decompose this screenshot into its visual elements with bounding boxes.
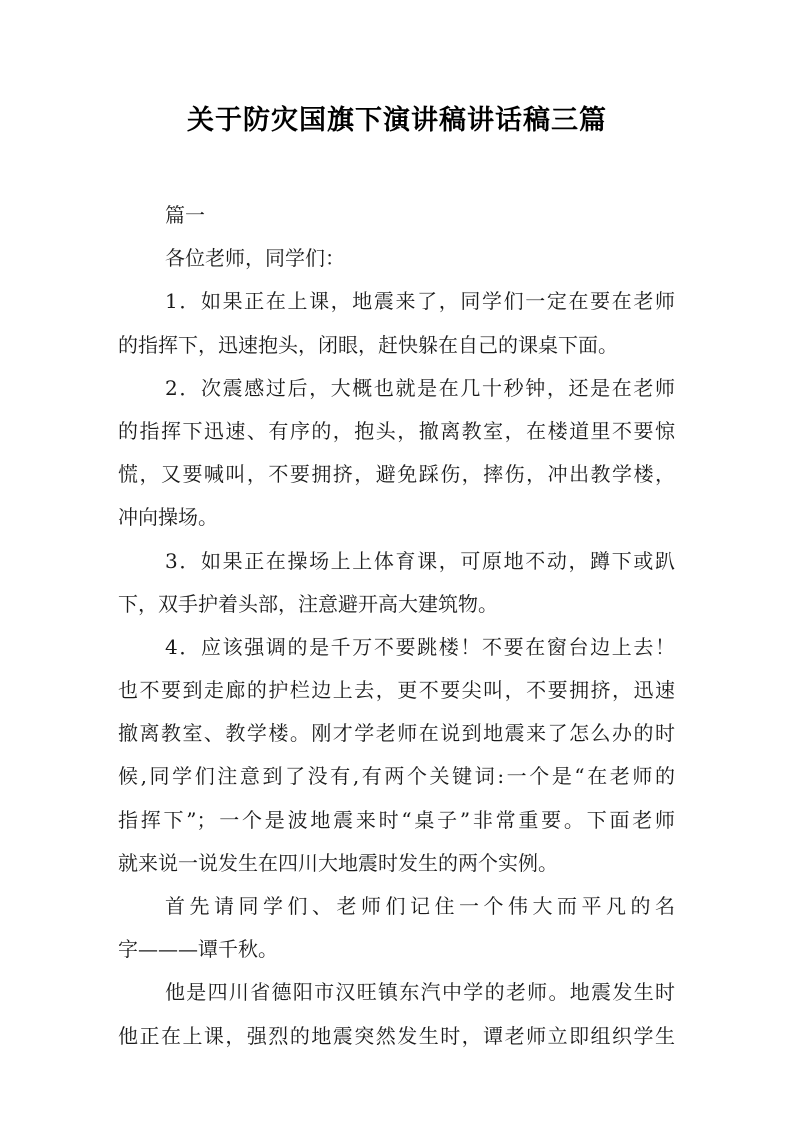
text-line: 也不要到走廊的护栏边上去，更不要尖叫，不要拥挤，迅速 — [118, 678, 675, 703]
paragraph — [118, 237, 675, 280]
text-line: 指挥下”；一个是波地震来时“桌子”非常重要。下面老师 — [118, 807, 675, 832]
paragraph — [118, 367, 675, 540]
text-line: 的指挥下，迅速抱头，闭眼，赶快躲在自己的课桌下面。 — [118, 332, 618, 357]
text-line: 3．如果正在操场上上体育课，可原地不动，蹲下或趴 — [165, 548, 675, 573]
text-line: 就来说一说发生在四川大地震时发生的两个实例。 — [118, 850, 558, 875]
text-line: 2．次震感过后，大概也就是在几十秒钟，还是在老师 — [165, 375, 675, 400]
text-line: 首先请同学们、老师们记住一个伟大而平凡的名 — [165, 894, 675, 918]
document-title: 关于防灾国旗下演讲稿讲话稿三篇 — [187, 105, 607, 136]
text-line: 的指挥下迅速、有序的，抱头，撤离教室，在楼道里不要惊 — [118, 418, 675, 443]
text-line: 篇一 — [165, 203, 205, 227]
text-line: 各位老师，同学们： — [165, 246, 345, 271]
paragraph — [118, 540, 675, 626]
text-line: 4．应该强调的是千万不要跳楼！不要在窗台边上去！ — [165, 634, 675, 659]
text-line: 他是四川省德阳市汉旺镇东汽中学的老师。地震发生时 — [165, 980, 675, 1005]
text-line: 冲向操场。 — [118, 505, 218, 530]
paragraph — [118, 971, 675, 1057]
paragraph — [118, 194, 675, 237]
paragraph — [118, 280, 675, 366]
document-body — [118, 194, 675, 1058]
text-line: 字———谭千秋。 — [118, 937, 278, 962]
text-line: 下，双手护着头部，注意避开高大建筑物。 — [118, 591, 498, 616]
text-line: 候,同学们注意到了没有,有两个关键词:一个是“在老师的 — [118, 764, 675, 789]
text-line: 他正在上课，强烈的地震突然发生时，谭老师立即组织学生 — [118, 1023, 675, 1048]
text-line: 撤离教室、教学楼。刚才学老师在说到地震来了怎么办的时 — [118, 721, 675, 746]
paragraph — [118, 626, 675, 885]
text-line: 1．如果正在上课，地震来了，同学们一定在要在老师 — [165, 289, 675, 314]
paragraph — [118, 885, 675, 971]
text-line: 慌，又要喊叫，不要拥挤，避免踩伤，摔伤，冲出教学楼， — [118, 462, 675, 487]
